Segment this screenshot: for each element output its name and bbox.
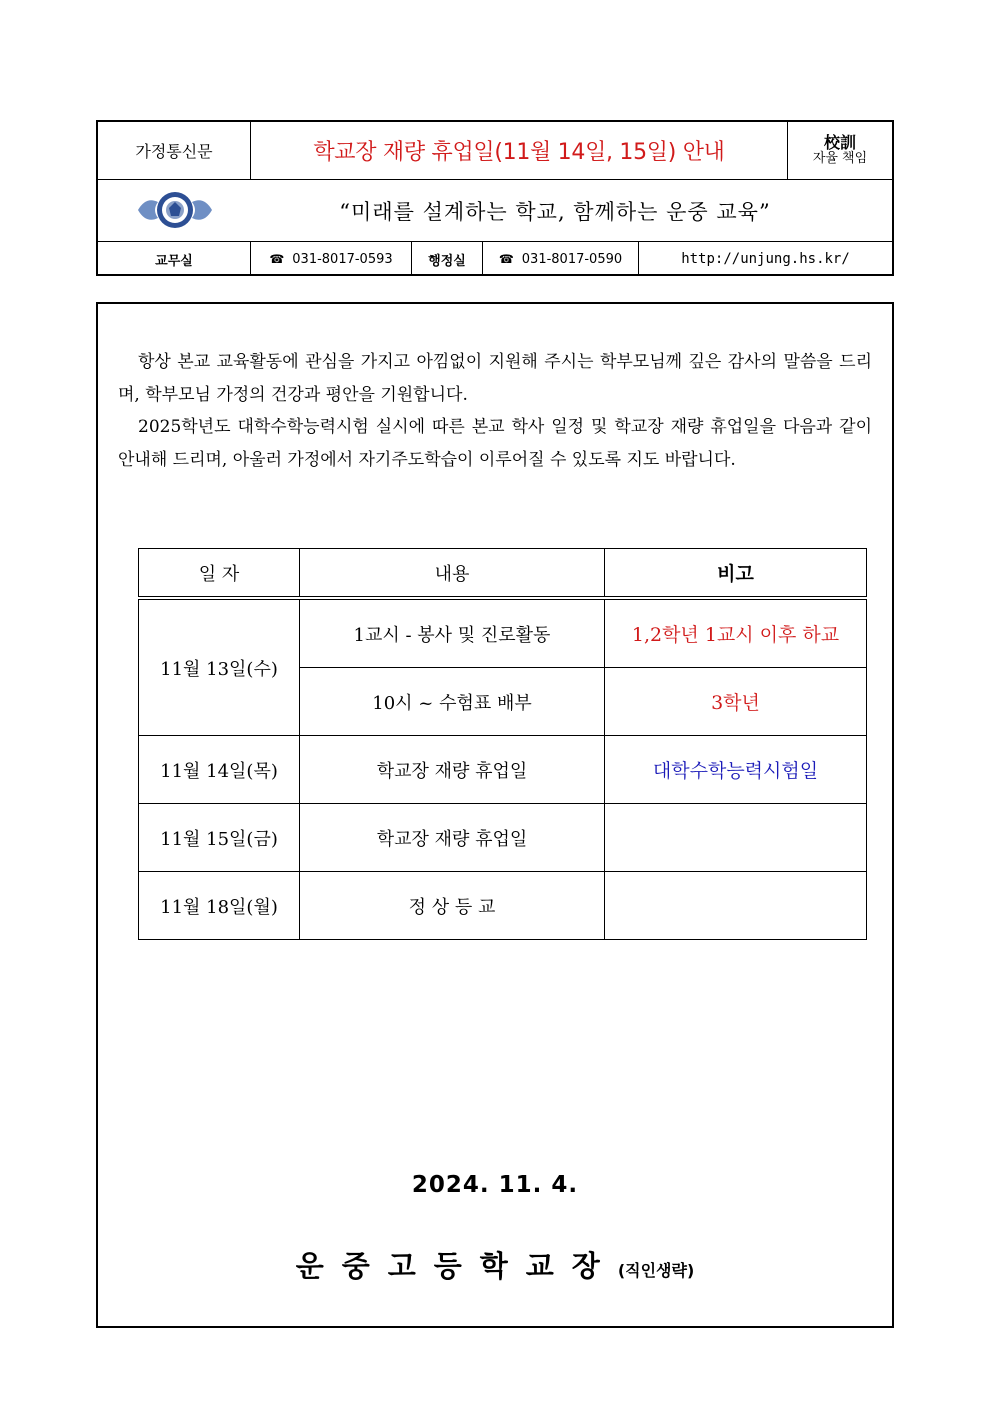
phone-icon: ☎ bbox=[269, 252, 285, 266]
row-note bbox=[605, 804, 867, 872]
school-slogan: “미래를 설계하는 학교, 함께하는 운중 교육” bbox=[339, 199, 771, 224]
row-date: 11월 18일(월) bbox=[139, 872, 300, 940]
school-website-link[interactable]: http://unjung.hs.kr/ bbox=[681, 251, 850, 267]
letter-body bbox=[96, 302, 894, 1328]
intro-paragraph-2: 2025학년도 대학수학능력시험 실시에 따른 본교 학사 일정 및 학교장 재량 휴업일을 다음과 같이 안내해 드리며, 아울러 가정에서 자기주도학습이 이루어질 수 있도록 지도 바랍니다. bbox=[118, 417, 872, 470]
doc-type-cell bbox=[98, 122, 251, 179]
row-note bbox=[605, 872, 867, 940]
row-content: 학교장 재량 휴업일 bbox=[300, 804, 605, 872]
intro-text bbox=[118, 346, 872, 476]
header-note: 비고 bbox=[605, 549, 867, 599]
office2-label-cell bbox=[412, 242, 483, 276]
school-motto: 자율 책임 bbox=[812, 151, 868, 167]
header-date: 일 자 bbox=[139, 549, 300, 599]
table-row bbox=[139, 598, 867, 668]
office2-phone: 031-8017-0590 bbox=[521, 251, 623, 267]
row-content: 1교시 - 봉사 및 진로활동 bbox=[300, 598, 605, 668]
letter-header bbox=[96, 120, 894, 276]
row-date: 11월 15일(금) bbox=[139, 804, 300, 872]
office1-phone: 031-8017-0593 bbox=[292, 251, 393, 267]
schedule-header-row bbox=[139, 549, 867, 599]
phone-icon: ☎ bbox=[498, 252, 514, 266]
header-slogan-row bbox=[98, 180, 892, 242]
title-cell bbox=[251, 122, 788, 179]
issue-date: 2024. 11. 4. bbox=[411, 1172, 579, 1198]
intro-paragraph-1: 항상 본교 교육활동에 관심을 가지고 아낌없이 지원해 주시는 학부모님께 깊은 감사의 말씀을 드리며, 학부모님 가정의 건강과 평안을 기원합니다. bbox=[118, 352, 872, 405]
header-contact-row bbox=[98, 242, 892, 276]
school-emblem-icon bbox=[136, 188, 214, 232]
office1-phone-cell bbox=[251, 242, 412, 276]
row-date: 11월 14일(목) bbox=[139, 736, 300, 804]
schedule-table bbox=[138, 548, 867, 940]
table-row bbox=[139, 804, 867, 872]
table-row bbox=[139, 736, 867, 804]
page-title: 학교장 재량 휴업일(11월 14일, 15일) 안내 bbox=[313, 140, 725, 165]
row-date: 11월 13일(수) bbox=[139, 598, 300, 736]
signer-name: 운중고등학교장 bbox=[295, 1249, 618, 1283]
header-title-row bbox=[98, 122, 892, 180]
office1-label-cell bbox=[98, 242, 251, 276]
row-note: 1,2학년 1교시 이후 하교 bbox=[605, 598, 867, 668]
table-row bbox=[139, 872, 867, 940]
motto-label: 校訓 bbox=[823, 132, 856, 152]
signature-block bbox=[98, 1244, 892, 1285]
row-note: 대학수학능력시험일 bbox=[605, 736, 867, 804]
slogan-cell bbox=[218, 180, 892, 241]
header-content: 내용 bbox=[300, 549, 605, 599]
row-note: 3학년 bbox=[605, 668, 867, 736]
row-content: 10시 ~ 수험표 배부 bbox=[300, 668, 605, 736]
office1-label: 교무실 bbox=[155, 253, 193, 269]
row-content: 정 상 등 교 bbox=[300, 872, 605, 940]
row-content: 학교장 재량 휴업일 bbox=[300, 736, 605, 804]
school-motto-cell bbox=[788, 122, 892, 179]
office2-label: 행정실 bbox=[428, 253, 466, 269]
seal-note: (직인생략) bbox=[617, 1261, 695, 1280]
website-cell bbox=[639, 242, 892, 276]
doc-type: 가정통신문 bbox=[135, 142, 213, 161]
office2-phone-cell bbox=[483, 242, 639, 276]
